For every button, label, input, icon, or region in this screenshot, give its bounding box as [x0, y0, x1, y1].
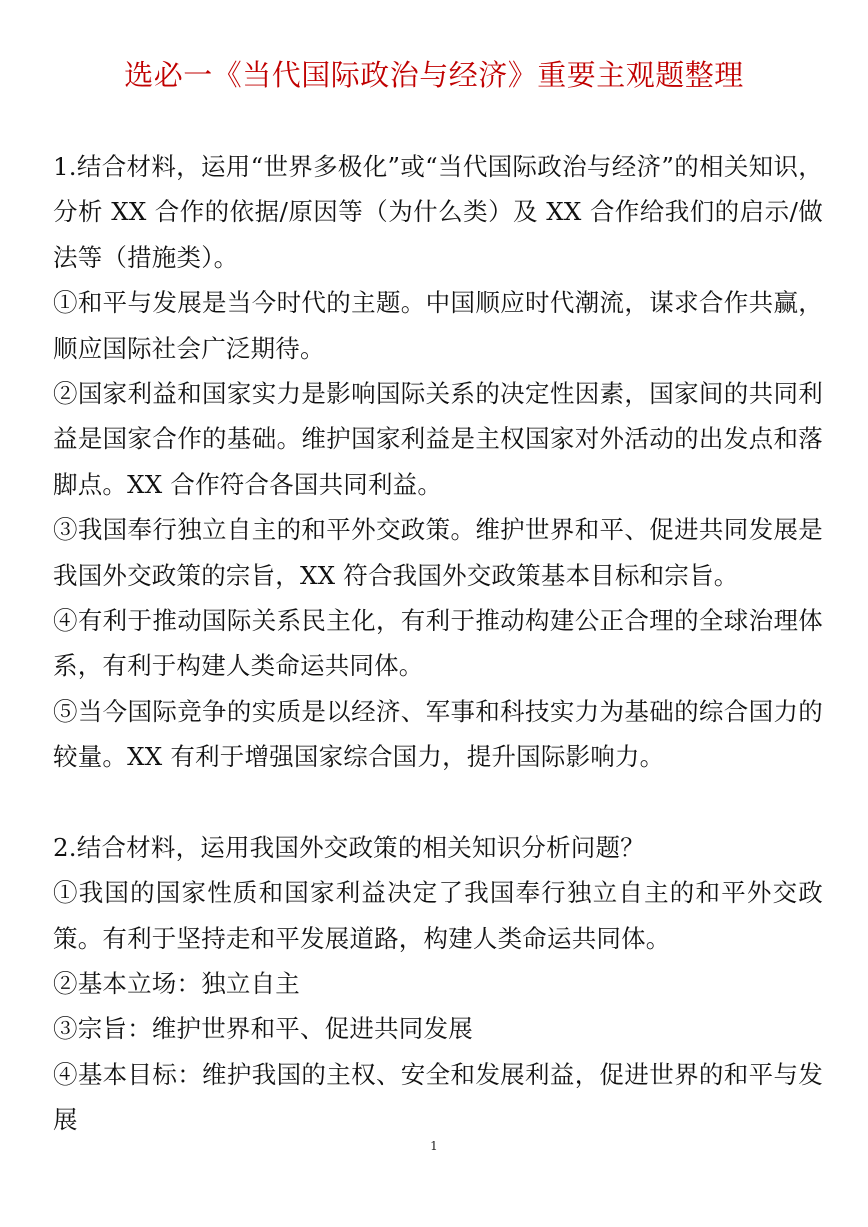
section-2-point-3: ③宗旨：维护世界和平、促进共同发展: [53, 1014, 473, 1044]
section-2-point-1: ①我国的国家性质和国家利益决定了我国奉行独立自主的和平外交政策。有利于坚持走和平发展道路，构建人类命运共同体。: [53, 878, 823, 953]
section-2: [53, 825, 823, 1143]
section-1-point-1: ①和平与发展是当今时代的主题。中国顺应时代潮流，谋求合作共赢，顺应国际社会广泛期待。: [53, 288, 823, 363]
page-number: 1: [430, 1139, 438, 1153]
section-1-question: 1.结合材料，运用“世界多极化”或“当代国际政治与经济”的相关知识，分析 XX 合作的依据/原因等（为什么类）及 XX 合作给我们的启示/做法等（措施类）。: [53, 152, 823, 272]
section-1-point-4: ④有利于推动国际关系民主化，有利于推动构建公正合理的全球治理体系，有利于构建人类命运共同体。: [53, 606, 823, 681]
section-2-point-2: ②基本立场：独立自主: [53, 968, 300, 998]
section-2-point-4: ④基本目标：维护我国的主权、安全和发展利益，促进世界的和平与发展: [53, 1059, 823, 1135]
section-divider-space: [53, 780, 823, 825]
section-1-point-5: ⑤当今国际竞争的实质是以经济、军事和科技实力为基础的综合国力的较量。XX 有利于增强国家综合国力，提升国际影响力。: [53, 696, 823, 772]
document-title: 选必一《当代国际政治与经济》重要主观题整理: [124, 58, 744, 92]
document-body: [53, 144, 823, 1143]
section-1-point-3: ③我国奉行独立自主的和平外交政策。维护世界和平、促进共同发展是我国外交政策的宗旨，XX 符合我国外交政策基本目标和宗旨。: [53, 515, 823, 590]
section-2-question: 2.结合材料，运用我国外交政策的相关知识分析问题？: [53, 832, 645, 862]
section-1: [53, 144, 823, 780]
section-1-point-2: ②国家利益和国家实力是影响国际关系的决定性因素，国家间的共同利益是国家合作的基础。维护国家利益是主权国家对外活动的出发点和落脚点。XX 合作符合各国共同利益。: [53, 379, 823, 499]
